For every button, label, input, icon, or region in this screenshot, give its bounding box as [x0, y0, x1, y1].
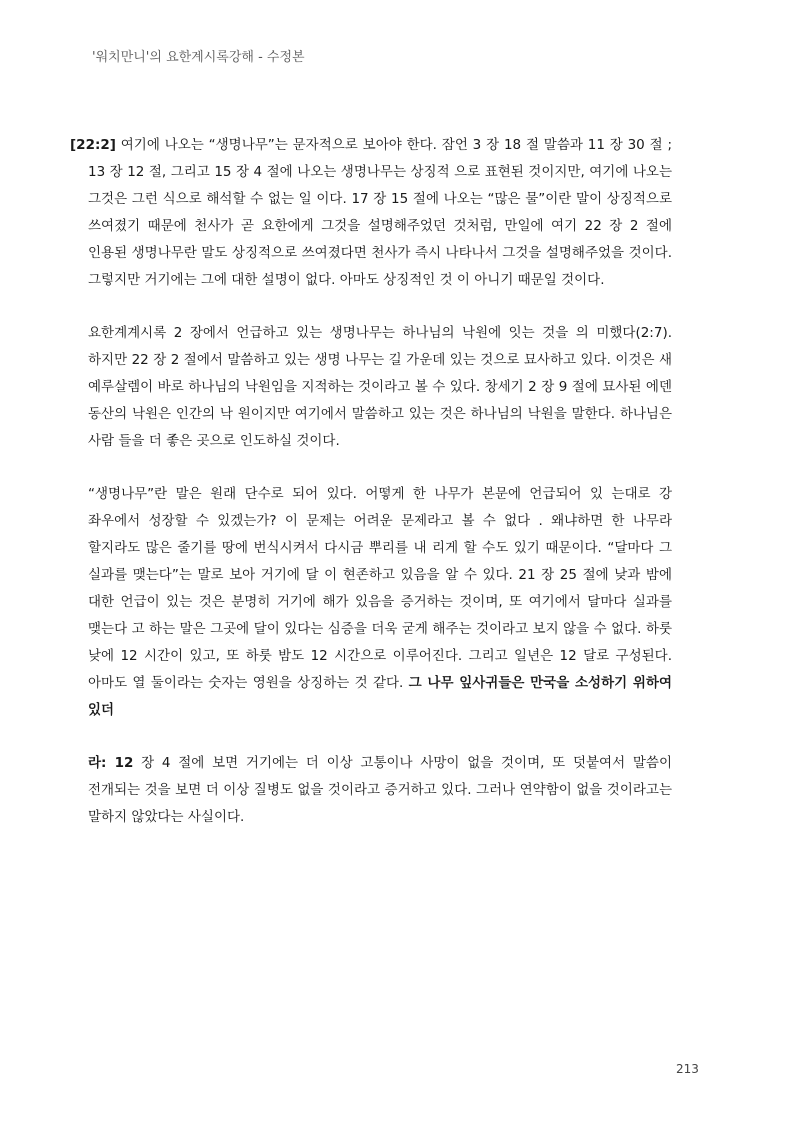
document-title: '워치만니'의 요한계시록강해 - 수정본	[92, 50, 305, 65]
bold-verse-quote: 그 나무 잎사귀들은 만국을 소성하기 위하여 있더	[88, 675, 672, 718]
bold-verse-quote-continued: 라: 12	[88, 755, 134, 771]
paragraph-2	[88, 320, 672, 455]
paragraph-1	[70, 132, 672, 294]
paragraph-4	[88, 750, 672, 831]
paragraph-text: 여기에 나오는 “생명나무”는 문자적으로 보아야 한다. 잠언 3 장 18 절 말씀과 11 장 30 절 ; 13 장 12 절, 그리고 15 장 4 절에 나오는 생명나무는 상징적 으로 표현된 것이지만, 여기에 나오는 그것은 그런 식으로 해석할 수 없는 일 이다. 17 장 15 절에 나오는 “많은 물”이란 말이 상징적으로 쓰여졌기 때문에 천사가 곧 요한에게 그것을 설명해주었던 것처럼, 만일에 여기 22 장 2 절에 인용된 생명나무란 말도 상징적으로 쓰여졌다면 천사가 즉시 나타나서 그것을 설명해주었을 것이다. 그렇지만 거기에는 그에 대한 설명이 없다. 아마도 상징적인 것 이 아니기 때문일 것이다.	[88, 137, 672, 288]
running-header	[92, 46, 305, 65]
document-body	[70, 132, 672, 831]
paragraph-3	[88, 481, 672, 724]
page-number: 213	[676, 1062, 699, 1076]
paragraph-text: “생명나무”란 말은 원래 단수로 되어 있다. 어떻게 한 나무가 본문에 언급되어 있 는대로 강 좌우에서 성장할 수 있겠는가? 이 문제는 어려운 문제라고 볼 수 없다 . 왜냐하면 한 나무라 할지라도 많은 줄기를 땅에 번식시켜서 다시금 뿌리를 내 리게 할 수도 있기 때문이다. “달마다 그 실과를 맺는다”는 말로 보아 거기에 달 이 현존하고 있음을 알 수 있다. 21 장 25 절에 낮과 밤에 대한 언급이 있는 것은 분명히 거기에 해가 있음을 증거하는 것이며, 또 여기에서 달마다 실과를 맺는다 고 하는 말은 그곳에 달이 있다는 심증을 더욱 굳게 해주는 것이라고 보지 않을 수 없다. 하룻 낮에 12 시간이 있고, 또 하룻 밤도 12 시간으로 이루어진다. 그리고 일년은 12 달로 구성된다. 아마도 열 둘이라는 숫자는 영원을 상징하는 것 같다.	[88, 486, 672, 691]
paragraph-text: 장 4 절에 보면 거기에는 더 이상 고통이나 사망이 없을 것이며, 또 덧붙여서 말씀이 전개되는 것을 보면 더 이상 질병도 없을 것이라고 증거하고 있다. 그러나 연약함이 없을 것이라고는 말하지 않았다는 사실이다.	[88, 755, 672, 825]
verse-reference: [22:2]	[70, 137, 116, 153]
paragraph-text: 요한계계시록 2 장에서 언급하고 있는 생명나무는 하나님의 낙원에 잇는 것을 의 미했다(2:7). 하지만 22 장 2 절에서 말씀하고 있는 생명 나무는 길 가운데 있는 것으로 묘사하고 있다. 이것은 새 예루살렘이 바로 하나님의 낙원임을 지적하는 것이라고 볼 수 있다. 창세기 2 장 9 절에 묘사된 에덴 동산의 낙원은 인간의 낙 원이지만 여기에서 말씀하고 있는 것은 하나님의 낙원을 말한다. 하나님은 사람 들을 더 좋은 곳으로 인도하실 것이다.	[88, 325, 672, 449]
